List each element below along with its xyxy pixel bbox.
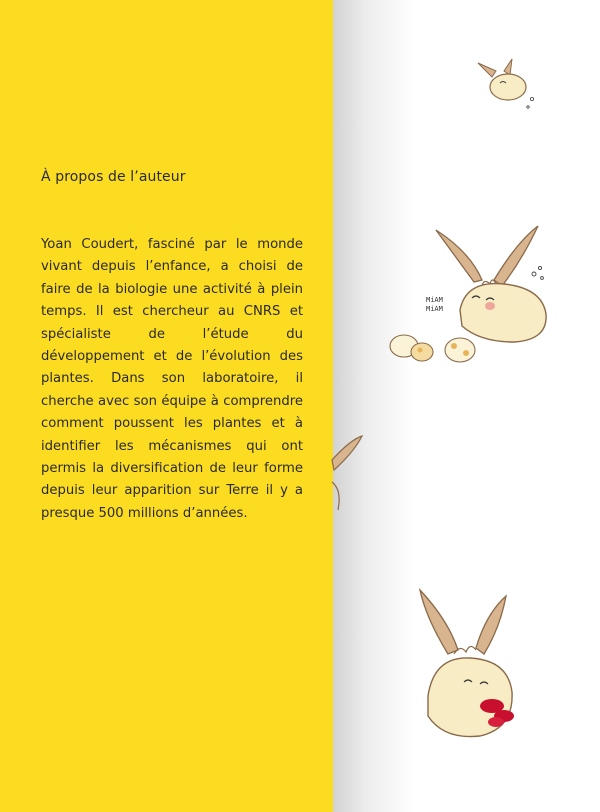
- popcorn-icon: [390, 335, 475, 362]
- partial-creature-ear-illustration: [330, 430, 370, 520]
- page-gutter-shadow: [333, 0, 413, 812]
- about-author-heading: À propos de l’auteur: [41, 169, 186, 185]
- author-bio-text: Yoan Coudert, fasciné par le monde vivant depuis l’enfance, a choisi de faire de la biologie une activité à plein temps. Il est chercheur au CNRS et spécialiste de l’étude du développement et de l’évolution des plantes. Dans son laboratoire, il cherche avec son équipe à comprendre comment poussent les plantes et à identifier les mécanismes qui ont permis la diversification de leur forme depuis leur apparition sur Terre il y a presque 500 millions d’années.: [41, 237, 303, 521]
- eating-creature-illustration: [382, 222, 567, 372]
- miam-miam-label: MiAM MiAM: [426, 296, 443, 313]
- kissing-creature-illustration: [408, 588, 543, 758]
- small-creature-illustration: [470, 55, 550, 115]
